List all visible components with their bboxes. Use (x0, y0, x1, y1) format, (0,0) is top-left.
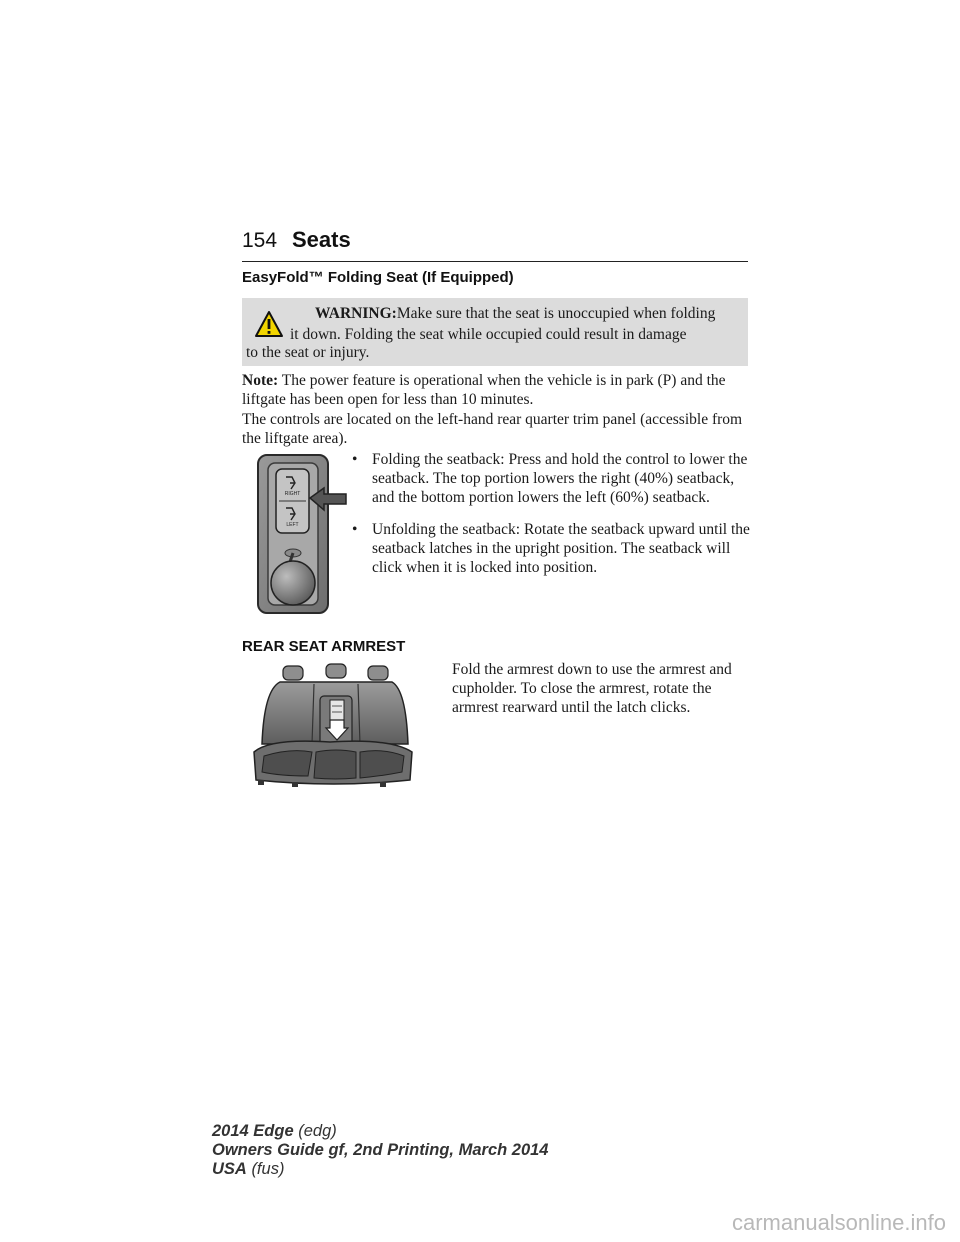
note-text: The power feature is operational when the vehicle is in park (P) and the liftgate has been open for less than 10 minutes. (242, 372, 726, 408)
seat-fold-controls-illustration (256, 453, 352, 617)
section-title: Seats (292, 227, 351, 252)
warning-line-3: to the seat or injury. (246, 344, 370, 361)
footer-market-code: (fus) (251, 1160, 285, 1178)
bullet-dot: • (352, 521, 358, 538)
bullet-dot: • (352, 451, 358, 468)
easyfold-heading: EasyFold™ Folding Seat (If Equipped) (242, 269, 514, 286)
footer-market: USA (212, 1160, 247, 1178)
footer-model-code: (edg) (298, 1122, 337, 1140)
warning-box (242, 298, 748, 366)
right-label: RIGHT (284, 491, 301, 497)
page-number: 154 (242, 229, 278, 252)
page-header (242, 227, 748, 262)
controls-paragraph: The controls are located on the left-hand rear quarter trim panel (accessible from the liftgate area). (242, 411, 743, 447)
warning-triangle-icon (254, 310, 284, 338)
footer-model: 2014 Edge (212, 1122, 294, 1140)
rear-seat-armrest-illustration (250, 660, 414, 790)
warning-label: WARNING: (315, 305, 397, 322)
armrest-paragraph: Fold the armrest down to use the armrest and cupholder. To close the armrest, rotate the armrest rearward until the latch clicks. (452, 661, 732, 716)
bullet-text: Unfolding the seatback: Rotate the seatback upward until the seatback latches in the upright position. The seatback will click when it is locked into position. (372, 521, 750, 576)
footer-line-1 (212, 1122, 549, 1141)
page-footer (212, 1122, 549, 1179)
watermark: carmanualsonline.info (731, 1210, 946, 1235)
warning-text-1: Make sure that the seat is unoccupied when folding (396, 305, 716, 322)
armrest-heading: REAR SEAT ARMREST (242, 638, 406, 655)
note-paragraph (242, 371, 762, 409)
footer-line-2: Owners Guide gf, 2nd Printing, March 2014 (212, 1141, 549, 1159)
warning-line-1 (315, 303, 715, 325)
left-label: LEFT (286, 522, 299, 528)
footer-line-3 (212, 1160, 549, 1179)
bullet-text: Folding the seatback: Press and hold the control to lower the seatback. The top portion lowers the right (40%) seatback, and the bottom portion lowers the left (60%) seatback. (372, 451, 748, 506)
note-label: Note: (242, 372, 279, 389)
warning-line-2: it down. Folding the seat while occupied could result in damage (290, 326, 687, 343)
